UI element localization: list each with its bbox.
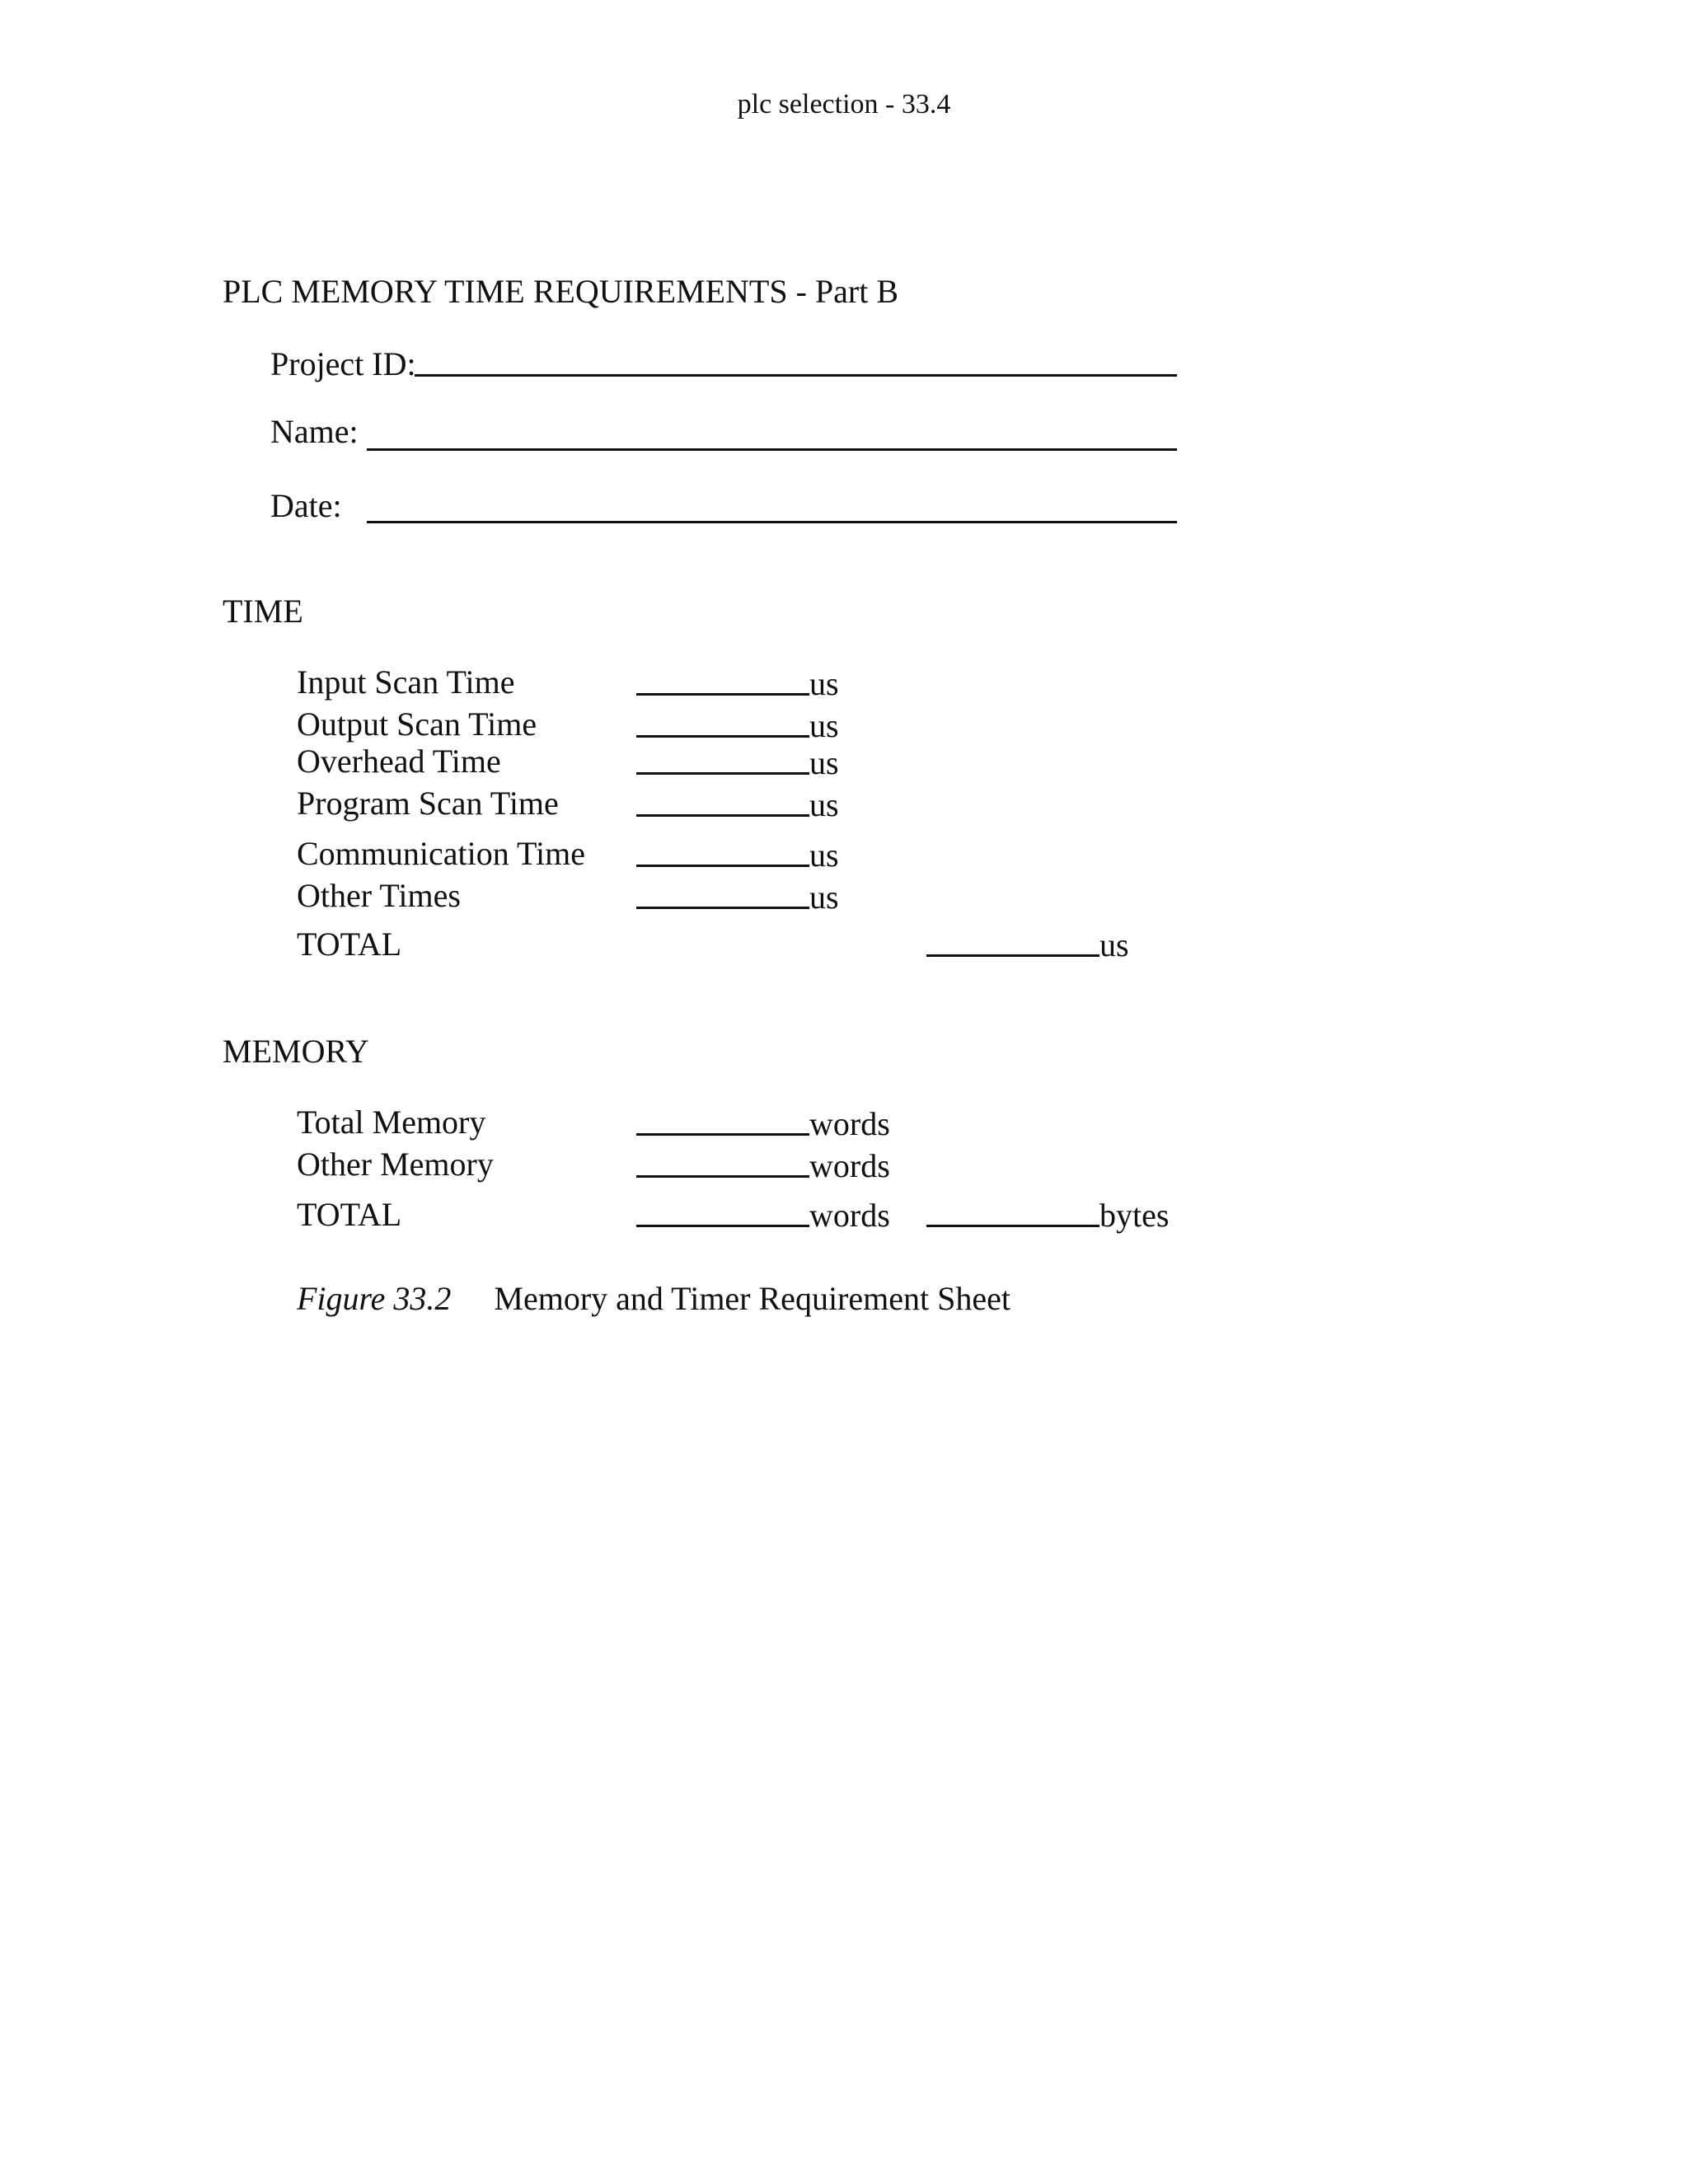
time-total-unit: us	[1100, 926, 1129, 963]
project-id-field[interactable]	[415, 374, 1177, 377]
figure-caption-text: Memory and Timer Requirement Sheet	[494, 1280, 1010, 1317]
memory-total-words-blank[interactable]	[636, 1225, 809, 1227]
total-memory-unit: words	[809, 1105, 890, 1142]
overhead-time-unit: us	[809, 744, 839, 781]
program-scan-time-label: Program Scan Time	[297, 785, 559, 822]
other-memory-label: Other Memory	[297, 1146, 494, 1183]
other-memory-blank[interactable]	[636, 1175, 809, 1178]
name-field[interactable]	[367, 448, 1177, 451]
time-section-heading: TIME	[223, 593, 303, 630]
output-scan-time-label: Output Scan Time	[297, 705, 537, 743]
output-scan-time-blank[interactable]	[636, 735, 809, 738]
overhead-time-blank[interactable]	[636, 772, 809, 775]
communication-time-unit: us	[809, 837, 839, 874]
program-scan-time-blank[interactable]	[636, 814, 809, 817]
program-scan-time-unit: us	[809, 786, 839, 823]
page-title: PLC MEMORY TIME REQUIREMENTS - Part B	[223, 273, 899, 310]
total-memory-label: Total Memory	[297, 1104, 486, 1141]
time-total-label: TOTAL	[297, 926, 402, 963]
memory-total-words-unit: words	[809, 1197, 890, 1234]
other-times-label: Other Times	[297, 877, 461, 914]
memory-total-bytes-unit: bytes	[1100, 1197, 1170, 1234]
input-scan-time-label: Input Scan Time	[297, 663, 515, 701]
communication-time-label: Communication Time	[297, 835, 586, 872]
communication-time-blank[interactable]	[636, 865, 809, 867]
output-scan-time-unit: us	[809, 707, 839, 744]
figure-number: Figure 33.2	[297, 1280, 452, 1317]
time-total-blank[interactable]	[926, 954, 1100, 957]
other-memory-unit: words	[809, 1147, 890, 1184]
total-memory-blank[interactable]	[636, 1133, 809, 1136]
other-times-blank[interactable]	[636, 907, 809, 909]
memory-total-bytes-blank[interactable]	[926, 1225, 1100, 1227]
overhead-time-label: Overhead Time	[297, 743, 501, 780]
running-head: plc selection - 33.4	[737, 89, 951, 120]
memory-total-label: TOTAL	[297, 1196, 402, 1233]
memory-section-heading: MEMORY	[223, 1033, 369, 1070]
date-field[interactable]	[367, 521, 1177, 523]
other-times-unit: us	[809, 879, 839, 916]
name-label: Name:	[270, 413, 359, 450]
date-label: Date:	[270, 487, 342, 524]
input-scan-time-blank[interactable]	[636, 693, 809, 696]
input-scan-time-unit: us	[809, 665, 839, 702]
figure-caption	[297, 1279, 1010, 1318]
project-id-label: Project ID:	[270, 345, 416, 382]
